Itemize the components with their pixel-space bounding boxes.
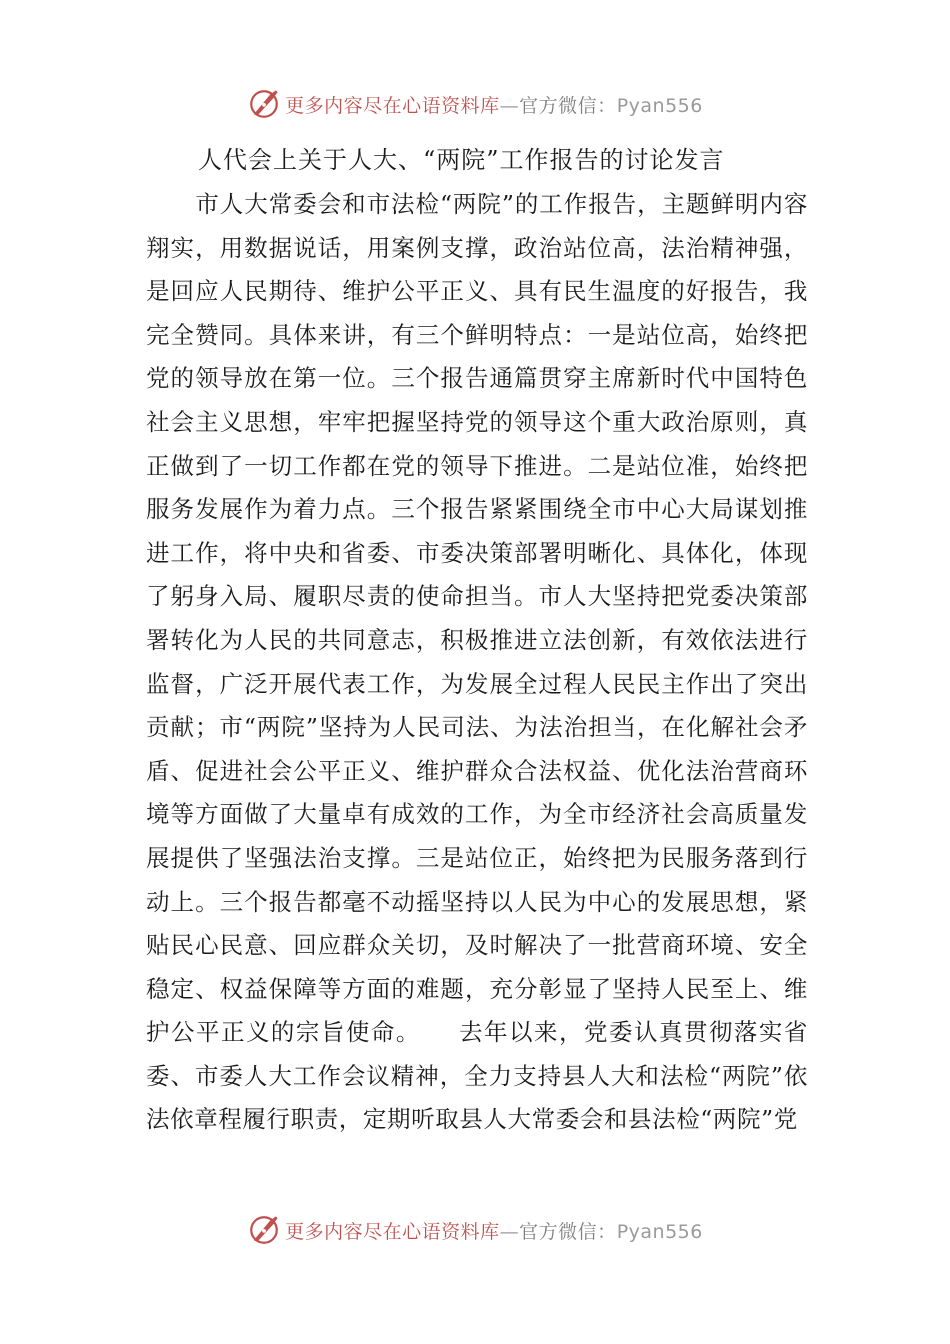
document-title: 人代会上关于人大、“两院”工作报告的讨论发言 [198, 146, 725, 174]
header-watermark-banner [0, 84, 950, 124]
document-content [146, 140, 808, 1142]
footer-banner-handle: Pyan556 [616, 1220, 703, 1243]
pen-nib-logo-icon [247, 1213, 281, 1247]
header-banner-text [285, 91, 703, 118]
footer-banner-text [285, 1217, 703, 1244]
footer-watermark-banner [0, 1210, 950, 1250]
footer-banner-dash: — [499, 1220, 520, 1243]
footer-banner-official: 官方微信： [519, 1220, 617, 1243]
header-banner-dash: — [499, 94, 520, 117]
header-banner-handle: Pyan556 [616, 94, 703, 117]
footer-banner-main: 更多内容尽在心语资料库 [285, 1220, 500, 1243]
header-banner-main: 更多内容尽在心语资料库 [285, 94, 500, 117]
document-body-paragraph: 市人大常委会和市法检“两院”的工作报告，主题鲜明内容翔实，用数据说话，用案例支撑，政治站位高，法治精神强，是回应人民期待、维护公平正义、具有民生温度的好报告，我完全赞同。具体来讲，有三个鲜明特点：一是站位高，始终把党的领导放在第一位。三个报告通篇贯穿主席新时代中国特色社会主义思想，牢牢把握坚持党的领导这个重大政治原则，真正做到了一切工作都在党的领导下推进。二是站位准，始终把服务发展作为着力点。三个报告紧紧围绕全市中心大局谋划推进工作，将中央和省委、市委决策部署明晰化、具体化，体现了躬身入局、履职尽责的使命担当。市人大坚持把党委决策部署转化为人民的共同意志，积极推进立法创新，有效依法进行监督，广泛开展代表工作，为发展全过程人民民主作出了突出贡献；市“两院”坚持为人民司法、为法治担当，在化解社会矛盾、促进社会公平正义、维护群众合法权益、优化法治营商环境等方面做了大量卓有成效的工作，为全市经济社会高质量发展提供了坚强法治支撑。三是站位正，始终把为民服务落到行动上。三个报告都毫不动摇坚持以人民为中心的发展思想，紧贴民心民意、回应群众关切，及时解决了一批营商环境、安全稳定、权益保障等方面的难题，充分彰显了坚持人民至上、维护公平正义的宗旨使命。 去年以来，党委认真贯彻落实省委、市委人大工作会议精神，全力支持县人大和法检“两院”依法依章程履行职责，定期听取县人大常委会和县法检“两院”党 [146, 190, 808, 1134]
header-banner-official: 官方微信： [519, 94, 617, 117]
pen-nib-logo-icon [247, 87, 281, 121]
